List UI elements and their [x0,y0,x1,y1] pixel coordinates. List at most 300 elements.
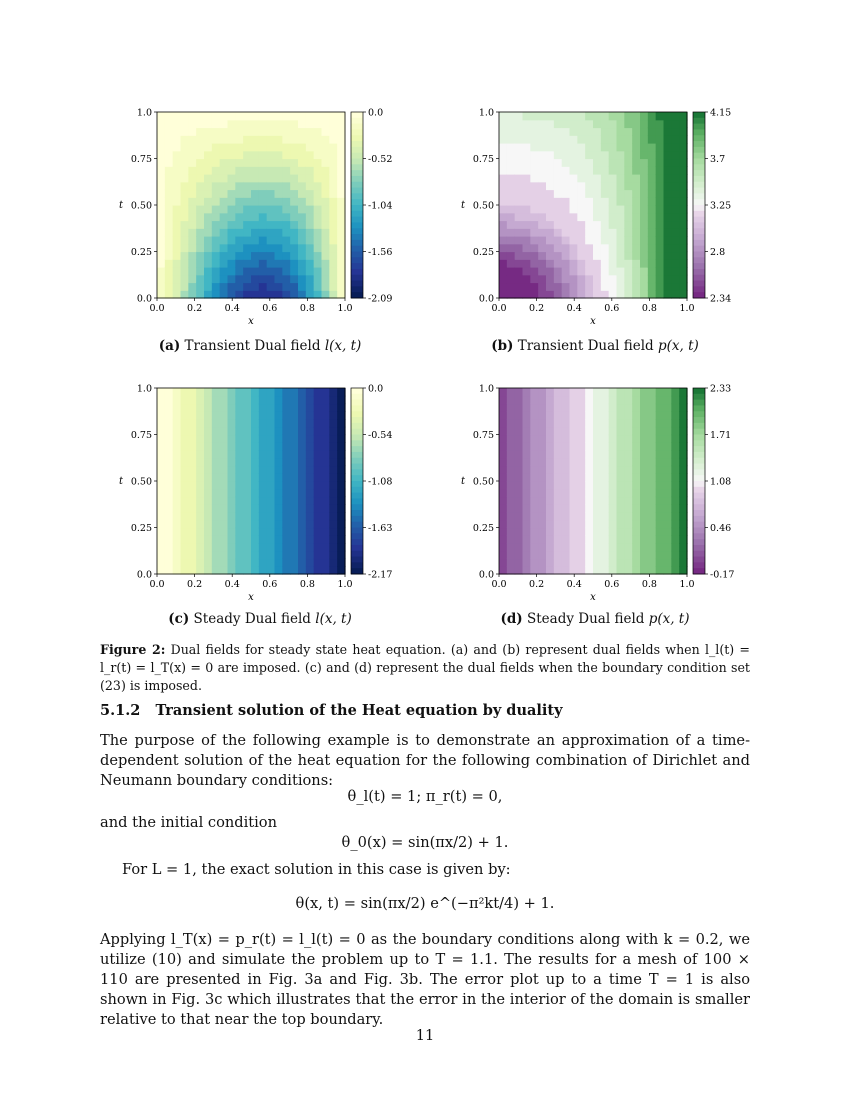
heatmap-cell [507,190,515,198]
heatmap-cell [585,190,593,198]
heatmap-cell [601,182,609,190]
heatmap-cell [290,551,298,559]
heatmap-cell [181,151,189,159]
heatmap-cell [228,213,236,221]
heatmap-cell [530,267,538,275]
heatmap-cell [267,190,275,198]
colorbar-segment [693,292,705,298]
x-tick-label: 1.0 [337,303,353,314]
heatmap-cell [640,442,648,450]
heatmap-cell [570,481,578,489]
colorbar-segment [351,176,363,182]
heatmap-cell [298,419,306,427]
heatmap-cell [507,512,515,520]
heatmap-cell [546,290,554,298]
heatmap-cell [656,174,664,182]
heatmap-cell [228,543,236,551]
equation-boundary-conditions: θ_l(t) = 1; π_r(t) = 0, [347,788,503,805]
y-axis-label: t [118,200,124,211]
heatmap-cell [593,159,601,167]
panel-a-caption-text: Transient Dual field [184,338,325,354]
heatmap-cell [648,259,656,267]
colorbar-segment [693,228,705,234]
heatmap-cell [204,228,212,236]
heatmap-cell [570,520,578,528]
heatmap-cell [640,559,648,567]
heatmap-cell [204,244,212,252]
heatmap-cell [656,528,664,536]
heatmap-cell [609,466,617,474]
heatmap-cell [632,427,640,435]
heatmap-cell [593,120,601,128]
heatmap-cell [601,221,609,229]
heatmap-cell [562,259,570,267]
heatmap-cell [640,497,648,505]
heatmap-cell [165,520,173,528]
colorbar-segment [351,292,363,298]
heatmap-cell [640,520,648,528]
heatmap-cell [337,566,345,574]
heatmap-cell [165,236,173,244]
heatmap-cell [640,174,648,182]
heatmap-cell [275,404,283,412]
heatmap-cell [617,481,625,489]
heatmap-cell [322,427,330,435]
heatmap-cell [290,174,298,182]
heatmap-cell [322,236,330,244]
heatmap-cell [601,512,609,520]
heatmap-cell [259,466,267,474]
heatmap-cell [282,244,290,252]
heatmap-cell [259,411,267,419]
heatmap-cell [577,504,585,512]
heatmap-cell [577,151,585,159]
heatmap-cell [329,528,337,536]
colorbar-segment [693,281,705,287]
heatmap-cell [204,497,212,505]
heatmap-cell [617,120,625,128]
heatmap-cell [624,504,632,512]
heatmap-cell [267,182,275,190]
heatmap-cell [243,128,251,136]
heatmap-cell [562,120,570,128]
heatmap-cell [656,435,664,443]
heatmap-cell [609,166,617,174]
heatmap-cell [624,497,632,505]
heatmap-cell [306,435,314,443]
heatmap-cell [322,267,330,275]
heatmap-cell [165,159,173,167]
heatmap-cell [275,466,283,474]
heatmap-cell [212,112,220,120]
heatmap-cell [577,489,585,497]
heatmap-cell [251,283,259,291]
heatmap-cell [314,174,322,182]
heatmap-cell [181,283,189,291]
heatmap-cell [235,411,243,419]
heatmap-cell [267,427,275,435]
heatmap-cell [523,159,531,167]
heatmap-cell [648,221,656,229]
heatmap-cell [267,512,275,520]
heatmap-cell [679,504,687,512]
heatmap-cell [593,489,601,497]
heatmap-cell [196,489,204,497]
heatmap-cell [523,473,531,481]
heatmap-cell [546,512,554,520]
heatmap-cell [157,128,165,136]
heatmap-cell [251,388,259,396]
heatmap-cell [188,197,196,205]
heatmap-cell [290,143,298,151]
heatmap-cell [570,236,578,244]
heatmap-cell [515,388,523,396]
heatmap-cell [228,159,236,167]
heatmap-cell [275,528,283,536]
colorbar-segment [351,475,363,481]
colorbar-segment [351,504,363,510]
heatmap-cell [530,466,538,474]
heatmap-cell [538,388,546,396]
heatmap-cell [204,481,212,489]
heatmap-cell [196,197,204,205]
colorbar-tick-label: -1.08 [368,476,393,488]
heatmap-cell [538,205,546,213]
heatmap-cell [546,267,554,275]
heatmap-cell [196,481,204,489]
heatmap-cell [251,197,259,205]
heatmap-cell [671,174,679,182]
heatmap-cell [165,504,173,512]
heatmap-cell [181,205,189,213]
heatmap-cell [671,143,679,151]
heatmap-cell [181,481,189,489]
colorbar-segment [351,222,363,228]
heatmap-cell [554,135,562,143]
heatmap-cell [624,159,632,167]
heatmap-cell [601,528,609,536]
heatmap-cell [499,174,507,182]
heatmap-cell [585,182,593,190]
heatmap-cell [204,551,212,559]
heatmap-cell [515,411,523,419]
colorbar-segment [693,400,705,406]
heatmap-cell [165,259,173,267]
heatmap-cell [546,190,554,198]
heatmap-cell [617,197,625,205]
colorbar-segment [693,411,705,417]
heatmap-cell [624,197,632,205]
heatmap-cell [251,520,259,528]
heatmap-cell [538,275,546,283]
heatmap-cell [337,450,345,458]
heatmap-cell [554,221,562,229]
heatmap-cell [251,535,259,543]
colorbar-segment [351,458,363,464]
heatmap-cell [585,504,593,512]
heatmap-cell [499,228,507,236]
heatmap-cell [562,252,570,260]
heatmap-cell [530,551,538,559]
heatmap-cell [212,466,220,474]
heatmap-cell [664,520,672,528]
heatmap-cell [632,559,640,567]
heatmap-cell [523,504,531,512]
heatmap-cell [157,275,165,283]
heatmap-cell [609,512,617,520]
heatmap-cell [593,427,601,435]
colorbar-segment [351,557,363,563]
heatmap-cell [530,388,538,396]
heatmap-cell [314,128,322,136]
heatmap-cell [235,450,243,458]
heatmap-cell [570,190,578,198]
colorbar-tick-label: 2.8 [710,247,726,258]
heatmap-cell [243,466,251,474]
heatmap-cell [570,259,578,267]
heatmap-cell [322,458,330,466]
heatmap-cell [664,489,672,497]
heatmap-cell [538,290,546,298]
heatmap-cell [671,450,679,458]
heatmap-cell [609,174,617,182]
heatmap-cell [173,396,181,404]
heatmap-cell [314,435,322,443]
heatmap-cell [314,190,322,198]
heatmap-cell [314,143,322,151]
heatmap-cell [546,458,554,466]
heatmap-cell [282,166,290,174]
heatmap-cell [507,112,515,120]
heatmap-cell [220,396,228,404]
heatmap-cell [235,512,243,520]
heatmap-cell [609,159,617,167]
heatmap-cell [290,528,298,536]
heatmap-cell [640,528,648,536]
heatmap-cell [188,504,196,512]
heatmap-cell [617,551,625,559]
heatmap-cell [562,566,570,574]
heatmap-cell [554,120,562,128]
colorbar-segment [693,147,705,153]
heatmap-cell [577,435,585,443]
heatmap-cell [165,458,173,466]
heatmap-cell [593,512,601,520]
heatmap-cell [275,267,283,275]
heatmap-cell [329,252,337,260]
heatmap-cell [243,267,251,275]
heatmap-cell [181,182,189,190]
heatmap-cell [648,473,656,481]
heatmap-cell [212,535,220,543]
heatmap-cell [259,559,267,567]
heatmap-cell [329,388,337,396]
panel-d-caption-math: p(x, t) [648,611,690,627]
heatmap-cell [632,259,640,267]
colorbar-segment [693,458,705,464]
heatmap-cell [275,411,283,419]
heatmap-cell [617,166,625,174]
heatmap-cell [282,174,290,182]
heatmap-cell [593,528,601,536]
heatmap-cell [282,497,290,505]
heatmap-cell [290,120,298,128]
heatmap-cell [538,236,546,244]
heatmap-cell [523,143,531,151]
heatmap-cell [679,174,687,182]
heatmap-cell [656,450,664,458]
heatmap-cell [562,427,570,435]
colorbar-segment [351,153,363,159]
panel-c-caption-text: Steady Dual field [193,611,316,627]
heatmap-cell [499,481,507,489]
heatmap-cell [609,228,617,236]
x-tick-label: 0.4 [566,579,582,590]
heatmap-cell [306,159,314,167]
heatmap-cell [538,512,546,520]
colorbar-segment [693,211,705,217]
heatmap-cell [204,543,212,551]
heatmap-cell [664,419,672,427]
heatmap-cell [306,566,314,574]
heatmap-cell [306,228,314,236]
heatmap-cell [648,481,656,489]
heatmap-cell [290,497,298,505]
heatmap-cell [601,275,609,283]
heatmap-cell [656,213,664,221]
heatmap-cell [515,205,523,213]
heatmap-cell [212,396,220,404]
colorbar-segment [351,487,363,493]
heatmap-cell [306,411,314,419]
heatmap-cell [570,159,578,167]
heatmap-cell [181,427,189,435]
heatmap-cell [251,551,259,559]
heatmap-cell [624,182,632,190]
heatmap-cell [228,404,236,412]
panel-b-caption-text: Transient Dual field [517,338,658,354]
colorbar-segment [693,498,705,504]
heatmap-cell [181,388,189,396]
paragraph-initial-condition: and the initial condition [100,814,277,831]
heatmap-cell [157,143,165,151]
heatmap-cell [196,543,204,551]
heatmap-cell [306,283,314,291]
heatmap-cell [562,213,570,221]
heatmap-cell [322,259,330,267]
heatmap-cell [243,143,251,151]
heatmap-cell [499,267,507,275]
heatmap-cell [173,419,181,427]
colorbar-segment [693,452,705,458]
heatmap-cell [267,159,275,167]
heatmap-cell [617,512,625,520]
heatmap-cell [530,112,538,120]
heatmap-cell [546,543,554,551]
heatmap-cell [656,458,664,466]
heatmap-cell [196,190,204,198]
heatmap-cell [523,435,531,443]
colorbar-segment [351,129,363,135]
heatmap-cell [251,427,259,435]
heatmap-cell [585,228,593,236]
colorbar-segment [351,188,363,194]
heatmap-cell [220,404,228,412]
heatmap-cell [290,290,298,298]
heatmap-cell [640,566,648,574]
colorbar-segment [351,170,363,176]
heatmap-cell [609,221,617,229]
heatmap-cell [609,143,617,151]
heatmap-cell [538,197,546,205]
colorbar-tick-label: -1.63 [368,523,393,534]
heatmap-cell [306,244,314,252]
heatmap-cell [212,427,220,435]
heatmap-cell [181,466,189,474]
heatmap-cell [212,419,220,427]
heatmap-cell [593,182,601,190]
heatmap-cell [243,473,251,481]
colorbar-segment [693,217,705,223]
heatmap-cell [337,166,345,174]
heatmap-cell [228,197,236,205]
section-number: 5.1.2 [100,702,141,719]
heatmap-cell [212,458,220,466]
heatmap-cell [259,159,267,167]
heatmap-cell [220,236,228,244]
heatmap-cell [515,166,523,174]
heatmap-cell [499,566,507,574]
colorbar-tick-label: -1.04 [368,200,393,212]
heatmap-cell [196,497,204,505]
heatmap-cell [679,466,687,474]
heatmap-cell [298,190,306,198]
heatmap-cell [282,520,290,528]
heatmap-cell [235,504,243,512]
heatmap-cell [546,504,554,512]
heatmap-cell [562,128,570,136]
heatmap-cell [204,182,212,190]
colorbar-segment [351,394,363,400]
heatmap-cell [298,267,306,275]
heatmap-cell [570,205,578,213]
heatmap-cell [314,290,322,298]
x-tick-label: 0.4 [224,303,240,314]
colorbar-segment [351,228,363,234]
heatmap-cell [157,190,165,198]
heatmap-cell [243,228,251,236]
heatmap-cell [530,174,538,182]
heatmap-cell [322,112,330,120]
heatmap-cell [671,473,679,481]
y-tick-label: 1.0 [136,383,152,395]
heatmap-cell [196,435,204,443]
y-tick-label: 0.75 [130,154,152,165]
heatmap-cell [157,174,165,182]
heatmap-cell [220,151,228,159]
colorbar-segment [351,240,363,246]
heatmap-cell [570,435,578,443]
heatmap-cell [530,411,538,419]
heatmap-cell [259,520,267,528]
heatmap-cell [617,221,625,229]
heatmap-cell [538,151,546,159]
colorbar-segment [351,411,363,417]
heatmap-cell [679,535,687,543]
heatmap-cell [267,520,275,528]
heatmap-cell [228,535,236,543]
heatmap-cell [181,489,189,497]
